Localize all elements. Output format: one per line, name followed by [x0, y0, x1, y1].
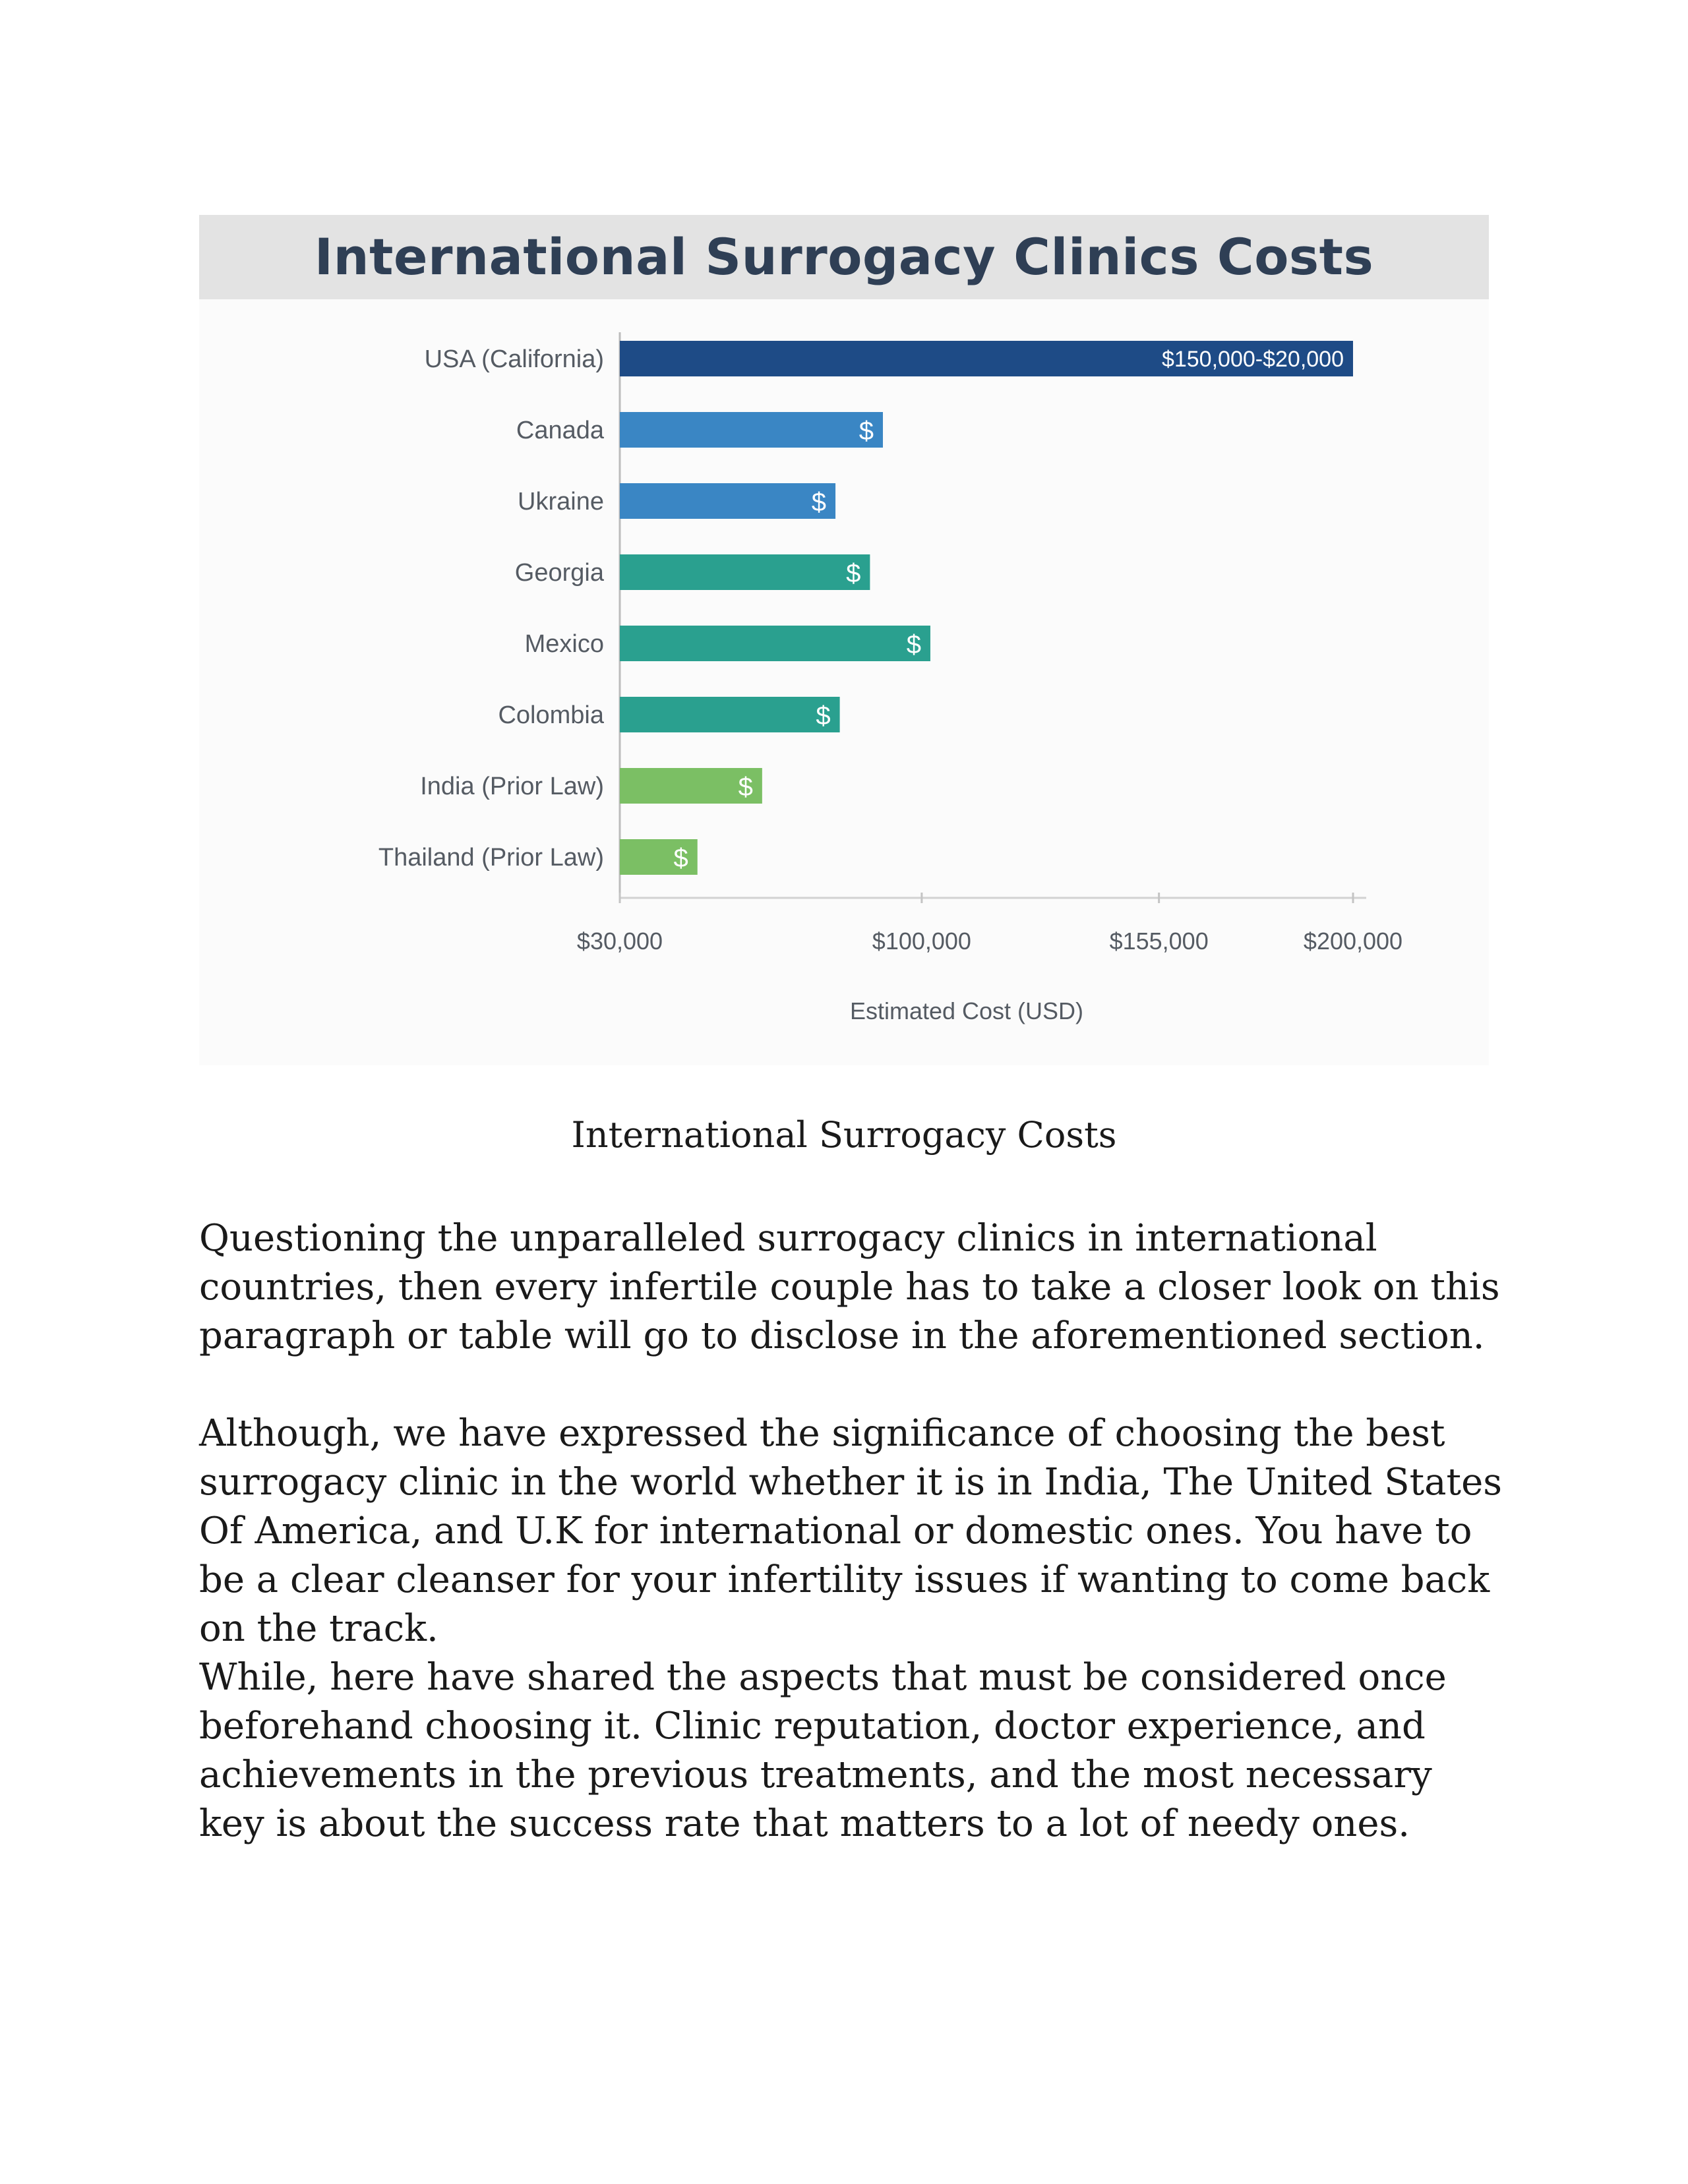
bar — [620, 626, 930, 661]
bar — [620, 483, 835, 519]
bar — [620, 697, 840, 732]
x-axis-title: Estimated Cost (USD) — [849, 997, 1084, 1024]
bar-value-label: $ — [846, 559, 861, 588]
category-label: Colombia — [498, 701, 604, 729]
category-label: Georgia — [514, 559, 604, 587]
bar-chart — [199, 215, 1489, 1065]
bar — [620, 412, 883, 448]
paragraph-2: Although, we have expressed the significance of choosing the best surrogacy clinic in the world whether it is in India, The United States Of America, and U.K for international or domestic ones. You have to be a clear cleanser for your infertility issues if wanting to come back on the track. — [199, 1412, 1502, 1650]
x-tick-label: $155,000 — [1109, 928, 1209, 955]
bar — [620, 554, 870, 590]
bar-value-label: $ — [816, 701, 831, 730]
category-label: Thailand (Prior Law) — [378, 844, 604, 871]
bar-value-label: $ — [811, 488, 827, 517]
x-tick-label: $30,000 — [576, 928, 663, 955]
paragraph-1: Questioning the unparalleled surrogacy clinics in international countries, then every infertile couple has to take a closer look on this paragraph or table will go to disclose in the aforementioned section. — [199, 1217, 1500, 1357]
bar-value-label: $ — [673, 844, 688, 873]
x-tick-label: $100,000 — [872, 928, 971, 955]
bar-value-label: $ — [859, 417, 874, 446]
bar-value-label: $ — [906, 630, 921, 659]
paragraph-3: While, here have shared the aspects that must be considered once beforehand choosing it. Clinic reputation, doctor experience, and achievements in the previous treatments, and the most necessary key is about the success rate that matters to a lot of needy ones. — [199, 1656, 1447, 1845]
chart-title: International Surrogacy Clinics Costs — [314, 227, 1374, 286]
category-label: Ukraine — [518, 488, 604, 516]
category-label: Mexico — [524, 630, 604, 658]
category-label: USA (California) — [424, 345, 604, 373]
x-tick-label: $200,000 — [1303, 928, 1403, 955]
figure-caption: International Surrogacy Costs — [571, 1114, 1117, 1156]
bar-value-label: $150,000-$20,000 — [1161, 347, 1344, 372]
bar-value-label: $ — [738, 773, 753, 802]
category-label: India (Prior Law) — [420, 773, 604, 800]
category-label: Canada — [516, 417, 604, 444]
chart-figure — [199, 215, 1489, 1065]
